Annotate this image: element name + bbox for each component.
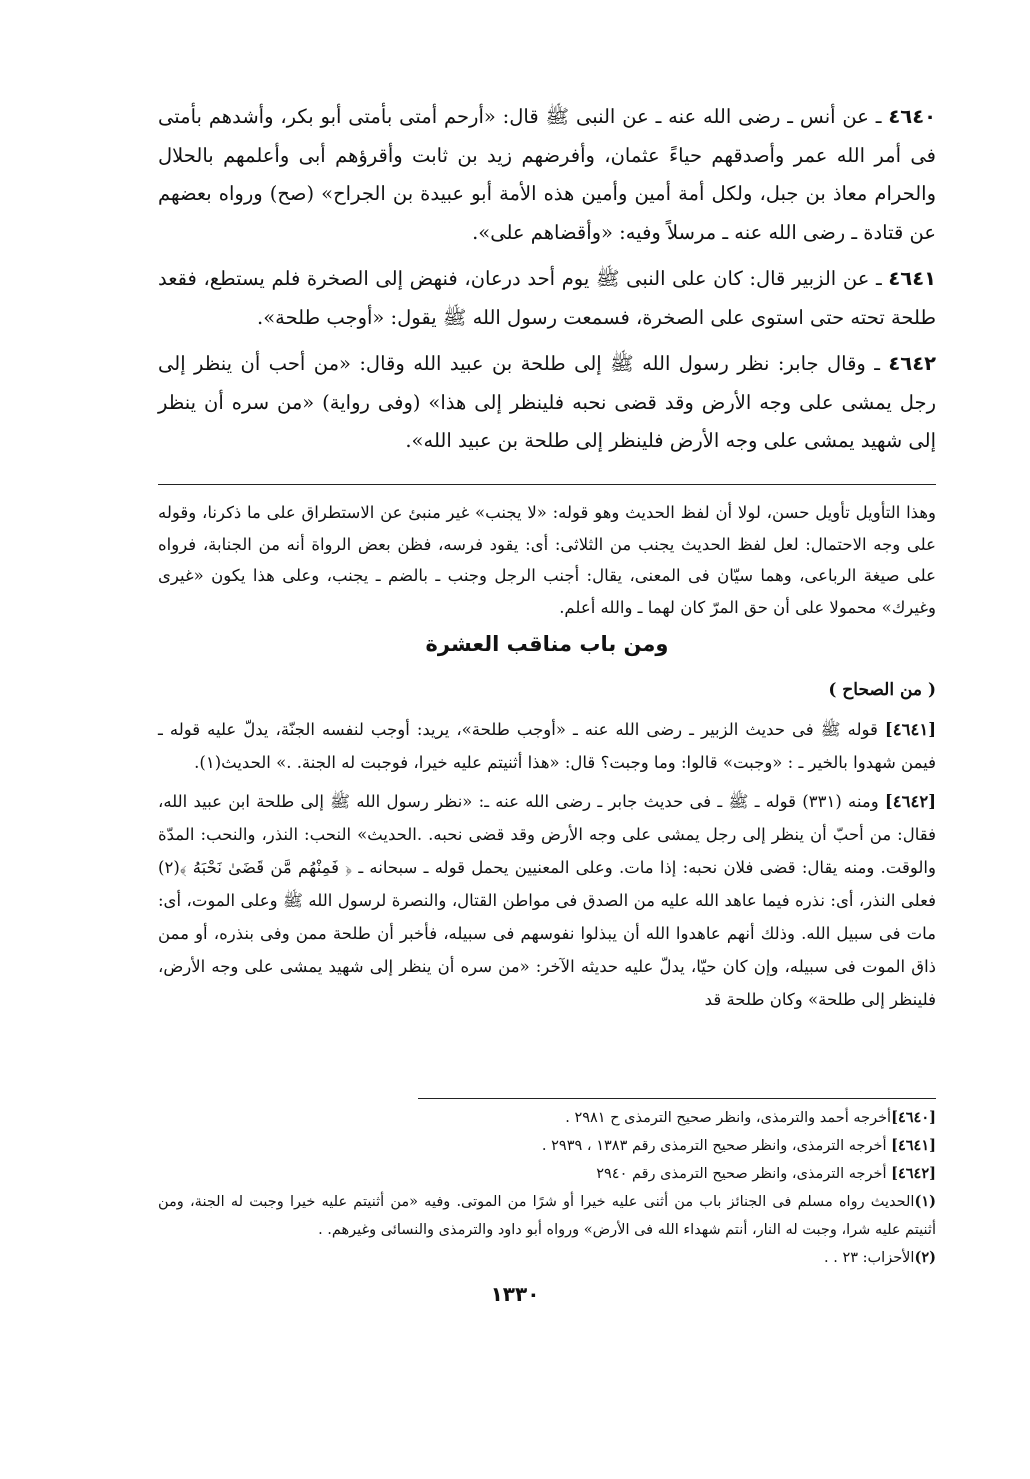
hadith-number: ٤٦٤٢	[888, 352, 936, 375]
commentary-section	[158, 497, 936, 1022]
hadith-text: ـ عن الزبير قال: كان على النبى ﷺ يوم أحد درعان، فنهض إلى الصخرة فلم يستطع، فقعد طلحة تحته حتى استوى على الصخرة، فسمعت رسول الله ﷺ يقول: «أوجب طلحة».	[158, 267, 936, 329]
footnote-ref: [٤٦٤٢]	[891, 1165, 936, 1182]
hadith-text: ـ وقال جابر: نظر رسول الله ﷺ إلى طلحة بن عبيد الله وقال: «من أحب أن ينظر إلى رجل يمشى على وجه الأرض وقد قضى نحبه فلينظر إلى هذا» (وفى رواية) «من سره أن ينظر إلى شهيد يمشى على وجه الأرض فلينظر إلى طلحة بن عبيد الله».	[158, 352, 936, 452]
sharh-paragraph	[158, 713, 936, 779]
footnote-ref: (١)	[914, 1193, 936, 1210]
footnote-divider	[418, 1098, 936, 1099]
hadith-paragraph	[158, 98, 936, 252]
footnote	[158, 1104, 936, 1132]
sharh-text: ومنه (٣٣١) قوله ـ ﷺ ـ فى حديث جابر ـ رضى الله عنه ـ: «نظر رسول الله ﷺ إلى طلحة ابن عبيد الله، فقال: من أحبّ أن ينظر إلى رجل يمشى على وجه الأرض وقد قضى نحبه. .الحديث» النحب: النذر، والنحب: المدّة والوقت. ومنه يقال: قضى فلان نحبه: إذا مات. وعلى المعنيين يحمل قوله ـ سبحانه ـ ﴿ فَمِنْهُم مَّن قَضَىٰ نَحْبَهُ ﴾(٢) فعلى النذر، أى: نذره فيما عاهد الله عليه من الصدق فى مواطن القتال، والنصرة لرسول الله ﷺ وعلى الموت، أى: مات فى سبيل الله. وذلك أنهم عاهدوا الله أن يبذلوا نفوسهم فى سبيله، فأخبر أن طلحة ممن وفى بنذره، أو ممن ذاق الموت فى سبيله، وإن كان حيّا، يدلّ عليه حديثه الآخر: «من سره أن ينظر إلى شهيد يمشى على وجه الأرض، فلينظر إلى طلحة» وكان طلحة قد	[158, 792, 936, 1009]
footnote-ref: [٤٦٤١]	[891, 1137, 936, 1154]
footnote-text: الأحزاب: ٢٣ . .	[824, 1250, 915, 1266]
footnote-text: أخرجه الترمذى، وانظر صحيح الترمذى رقم ٢٩٤٠	[596, 1166, 892, 1182]
sharh-ref: [٤٦٤١]	[884, 720, 936, 739]
footnote-text: الحديث رواه مسلم فى الجنائز باب من أثنى عليه خيرا أو شرًا من الموتى. وفيه «من أثنيتم عليه خيرا وجبت له الجنة، ومن أثنيتم عليه شرا، وجبت له النار، أنتم شهداء الله فى الأرض» ورواه أبو داود والترمذى والنسائى وغيرهم. .	[158, 1194, 936, 1238]
hadith-number: ٤٦٤٠	[888, 105, 936, 128]
commentary-paragraph: وهذا التأويل تأويل حسن، لولا أن لفظ الحديث وهو قوله: «لا يجنب» غير منبئ عن الاستطراق على ما ذكرنا، وقوله على وجه الاحتمال: لعل لفظ الحديث يجنب من الثلاثى: أى: يقود فرسه، فظن بعض الرواة أنه من الجنابة، فرواه على صيغة الرباعى، وهما سيّان فى المعنى، يقال: أجنب الرجل وجنب ـ بالضم ـ يجنب، وعلى هذا يكون «غيرى وغيرك» محمولا على أن حق المرّ كان لهما ـ والله أعلم.	[158, 503, 936, 617]
subsection-heading: ( من الصحاح )	[828, 680, 936, 700]
footnote	[158, 1132, 936, 1160]
footnote	[158, 1160, 936, 1188]
page-number: ١٣٣٠	[490, 1282, 540, 1306]
footnote	[158, 1244, 936, 1272]
hadith-paragraph	[158, 260, 936, 337]
footnote-text: أخرجه الترمذى، وانظر صحيح الترمذى رقم ١٣٨٣ ، ٢٩٣٩ .	[541, 1138, 892, 1154]
sharh-text: قوله ﷺ فى حديث الزبير ـ رضى الله عنه ـ «أوجب طلحة»، يريد: أوجب لنفسه الجنّة، يدلّ عليه قوله ـ فيمن شهدوا بالخير ـ : «وجبت» قالوا: وما وجبت؟ قال: «هذا أثنيتم عليه خيرا، فوجبت له الجنة. .» الحديث(١).	[158, 720, 936, 772]
hadith-text: ـ عن أنس ـ رضى الله عنه ـ عن النبى ﷺ قال: «أرحم أمتى بأمتى أبو بكر، وأشدهم بأمتى فى أمر الله عمر وأصدقهم حياءً عثمان، وأفرضهم زيد بن ثابت وأقرؤهم أبى وأعلمهم بالحلال والحرام معاذ بن جبل، ولكل أمة أمين وأمين هذه الأمة أبو عبيدة بن الجراح» (صح) ورواه بعضهم عن قتادة ـ رضى الله عنه ـ مرسلاً وفيه: «وأقضاهم على».	[158, 105, 936, 244]
footnotes	[158, 1104, 936, 1272]
footnote-ref: [٤٦٤٠]	[891, 1109, 936, 1126]
hadith-paragraph	[158, 345, 936, 461]
section-divider	[158, 484, 936, 485]
sharh-paragraph	[158, 785, 936, 1016]
footnote-text: أخرجه أحمد والترمذى، وانظر صحيح الترمذى ح ٢٩٨١ .	[565, 1110, 892, 1126]
footnote-ref: (٢)	[914, 1249, 936, 1266]
hadith-section	[158, 98, 936, 469]
hadith-number: ٤٦٤١	[888, 267, 936, 290]
sharh-ref: [٤٦٤٢]	[884, 792, 936, 811]
chapter-heading: ومن باب مناقب العشرة	[425, 632, 669, 656]
footnote	[158, 1188, 936, 1244]
